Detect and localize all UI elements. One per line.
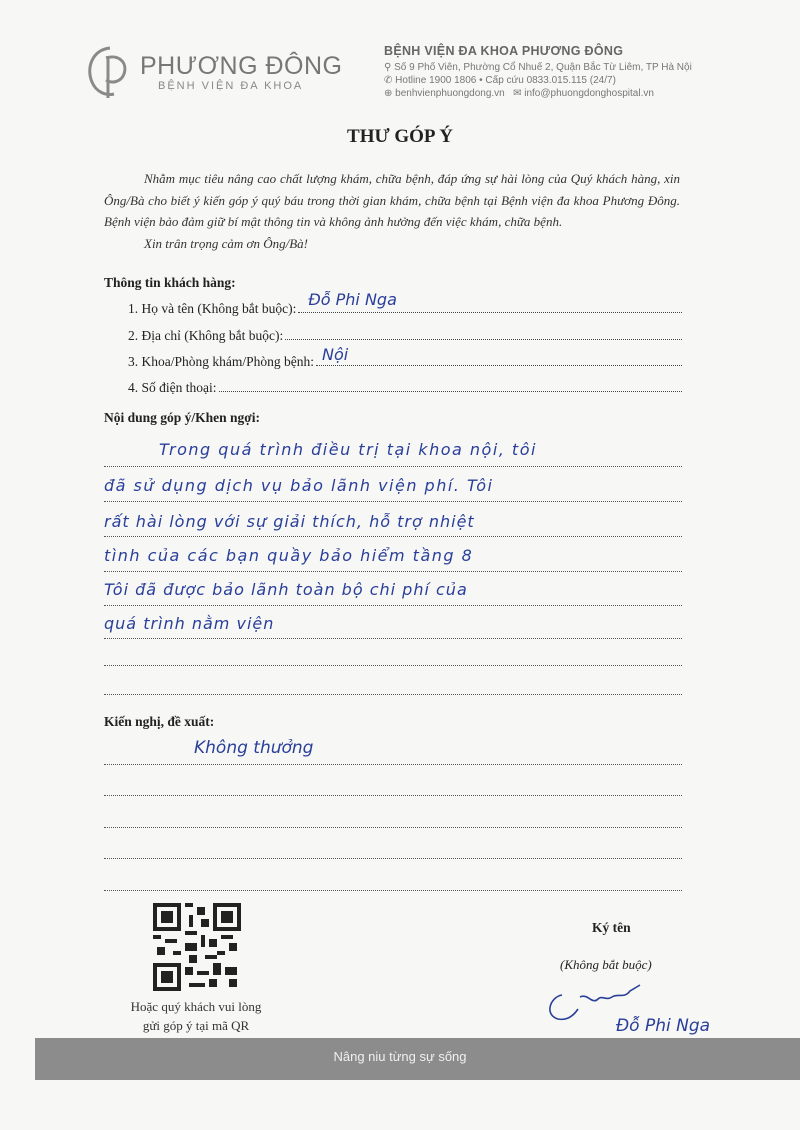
suggestion-text: Không thưởng xyxy=(194,738,314,758)
signature-name: Đỗ Phi Nga xyxy=(616,1016,711,1036)
logo-name: PHƯƠNG ĐÔNG xyxy=(140,52,343,80)
signature-title: Ký tên xyxy=(592,920,631,935)
feedback-line-2 xyxy=(104,476,682,496)
customer-info-heading: Thông tin khách hàng: xyxy=(104,275,236,290)
dotted-line xyxy=(104,795,682,796)
qr-caption xyxy=(106,997,286,1035)
dotted-line xyxy=(104,638,682,639)
field-address xyxy=(128,327,682,344)
location-pin-icon: ⚲ xyxy=(384,62,392,73)
feedback-heading: Nội dung góp ý/Khen ngợi: xyxy=(104,410,261,425)
qr-caption-line: gửi góp ý tại mã QR xyxy=(142,1018,250,1033)
field-label: 2. Địa chỉ (Không bắt buộc): xyxy=(128,328,284,343)
address-entry[interactable] xyxy=(285,327,682,340)
hospital-name: BỆNH VIỆN ĐA KHOA PHƯƠNG ĐÔNG xyxy=(384,44,624,58)
handwritten-department: Nội xyxy=(322,345,349,364)
dotted-line xyxy=(104,858,682,859)
feedback-text: Tôi đã được bảo lãnh toàn bộ chi phí của xyxy=(104,580,468,599)
page-title: THƯ GÓP Ý xyxy=(347,126,453,147)
intro-thanks: Xin trân trọng cảm ơn Ông/Bà! xyxy=(144,235,309,251)
dotted-line xyxy=(104,890,682,891)
department-entry[interactable] xyxy=(316,345,682,366)
field-department xyxy=(128,345,682,370)
handwritten-name: Đỗ Phi Nga xyxy=(308,290,397,309)
feedback-text: rất hài lòng với sự giải thích, hỗ trợ nhiệt xyxy=(104,512,475,531)
feedback-line-5 xyxy=(104,580,682,600)
field-label: 4. Số điện thoại: xyxy=(128,380,217,395)
email: info@phuongdonghospital.vn xyxy=(524,88,654,99)
dotted-line xyxy=(104,764,682,765)
feedback-line-3 xyxy=(104,512,682,532)
suggestions-heading: Kiến nghị, đề xuất: xyxy=(104,714,215,729)
feedback-text: quá trình nằm viện xyxy=(104,614,275,633)
intro-text xyxy=(104,168,680,254)
feedback-text: tình của các bạn quầy bảo hiểm tầng 8 xyxy=(104,546,474,565)
dotted-line xyxy=(104,605,682,606)
email-icon: ✉ xyxy=(513,88,522,99)
qr-caption-line: Hoặc quý khách vui lòng xyxy=(130,999,262,1014)
field-label: 3. Khoa/Phòng khám/Phòng bệnh: xyxy=(128,354,314,369)
footer-slogan: Nâng niu từng sự sống xyxy=(333,1049,467,1064)
suggestion-line-1 xyxy=(104,738,682,758)
web-line xyxy=(384,88,654,99)
dotted-line xyxy=(104,827,682,828)
dotted-line xyxy=(104,536,682,537)
hospital-logo-icon xyxy=(84,44,136,100)
address: Số 9 Phố Viên, Phường Cổ Nhuế 2, Quận Bắc Từ Liêm, TP Hà Nội xyxy=(394,62,692,73)
feedback-text: Trong quá trình điều trị tại khoa nội, tôi xyxy=(159,440,537,459)
hotline-line xyxy=(384,75,616,86)
feedback-line-4 xyxy=(104,546,682,566)
dotted-line xyxy=(104,466,682,467)
field-full-name xyxy=(128,290,682,317)
field-phone xyxy=(128,379,682,396)
name-entry[interactable] xyxy=(298,290,682,313)
globe-icon: ⊕ xyxy=(384,88,393,99)
dotted-line xyxy=(104,694,682,695)
logo-subtitle: BỆNH VIỆN ĐA KHOA xyxy=(158,80,304,92)
hotline: Hotline 1900 1806 • Cấp cứu 0833.015.115 (24/7) xyxy=(395,75,616,86)
phone-entry[interactable] xyxy=(219,379,683,392)
address-line xyxy=(384,62,692,73)
intro-paragraph: Nhằm mục tiêu nâng cao chất lượng khám, chữa bệnh, đáp ứng sự hài lòng của Quý khách hàng, xin Ông/Bà cho biết ý kiến góp ý quý báu trong thời gian khám, chữa bệnh tại Bệnh viện đa khoa Phương Đông. Bệnh viện bảo đảm giữ bí mật thông tin và không ảnh hưởng đến việc khám, chữa bệnh. xyxy=(104,171,680,229)
dotted-line xyxy=(104,571,682,572)
phone-icon: ✆ xyxy=(384,75,393,86)
qr-code-icon[interactable] xyxy=(153,903,241,991)
feedback-line-1 xyxy=(104,440,682,460)
feedback-text: đã sử dụng dịch vụ bảo lãnh viện phí. Tôi xyxy=(104,476,494,495)
feedback-line-6 xyxy=(104,614,682,634)
field-label: 1. Họ và tên (Không bắt buộc): xyxy=(128,301,297,316)
signature-note: (Không bắt buộc) xyxy=(560,957,652,972)
website: benhvienphuongdong.vn xyxy=(395,88,505,99)
dotted-line xyxy=(104,501,682,502)
dotted-line xyxy=(104,665,682,666)
